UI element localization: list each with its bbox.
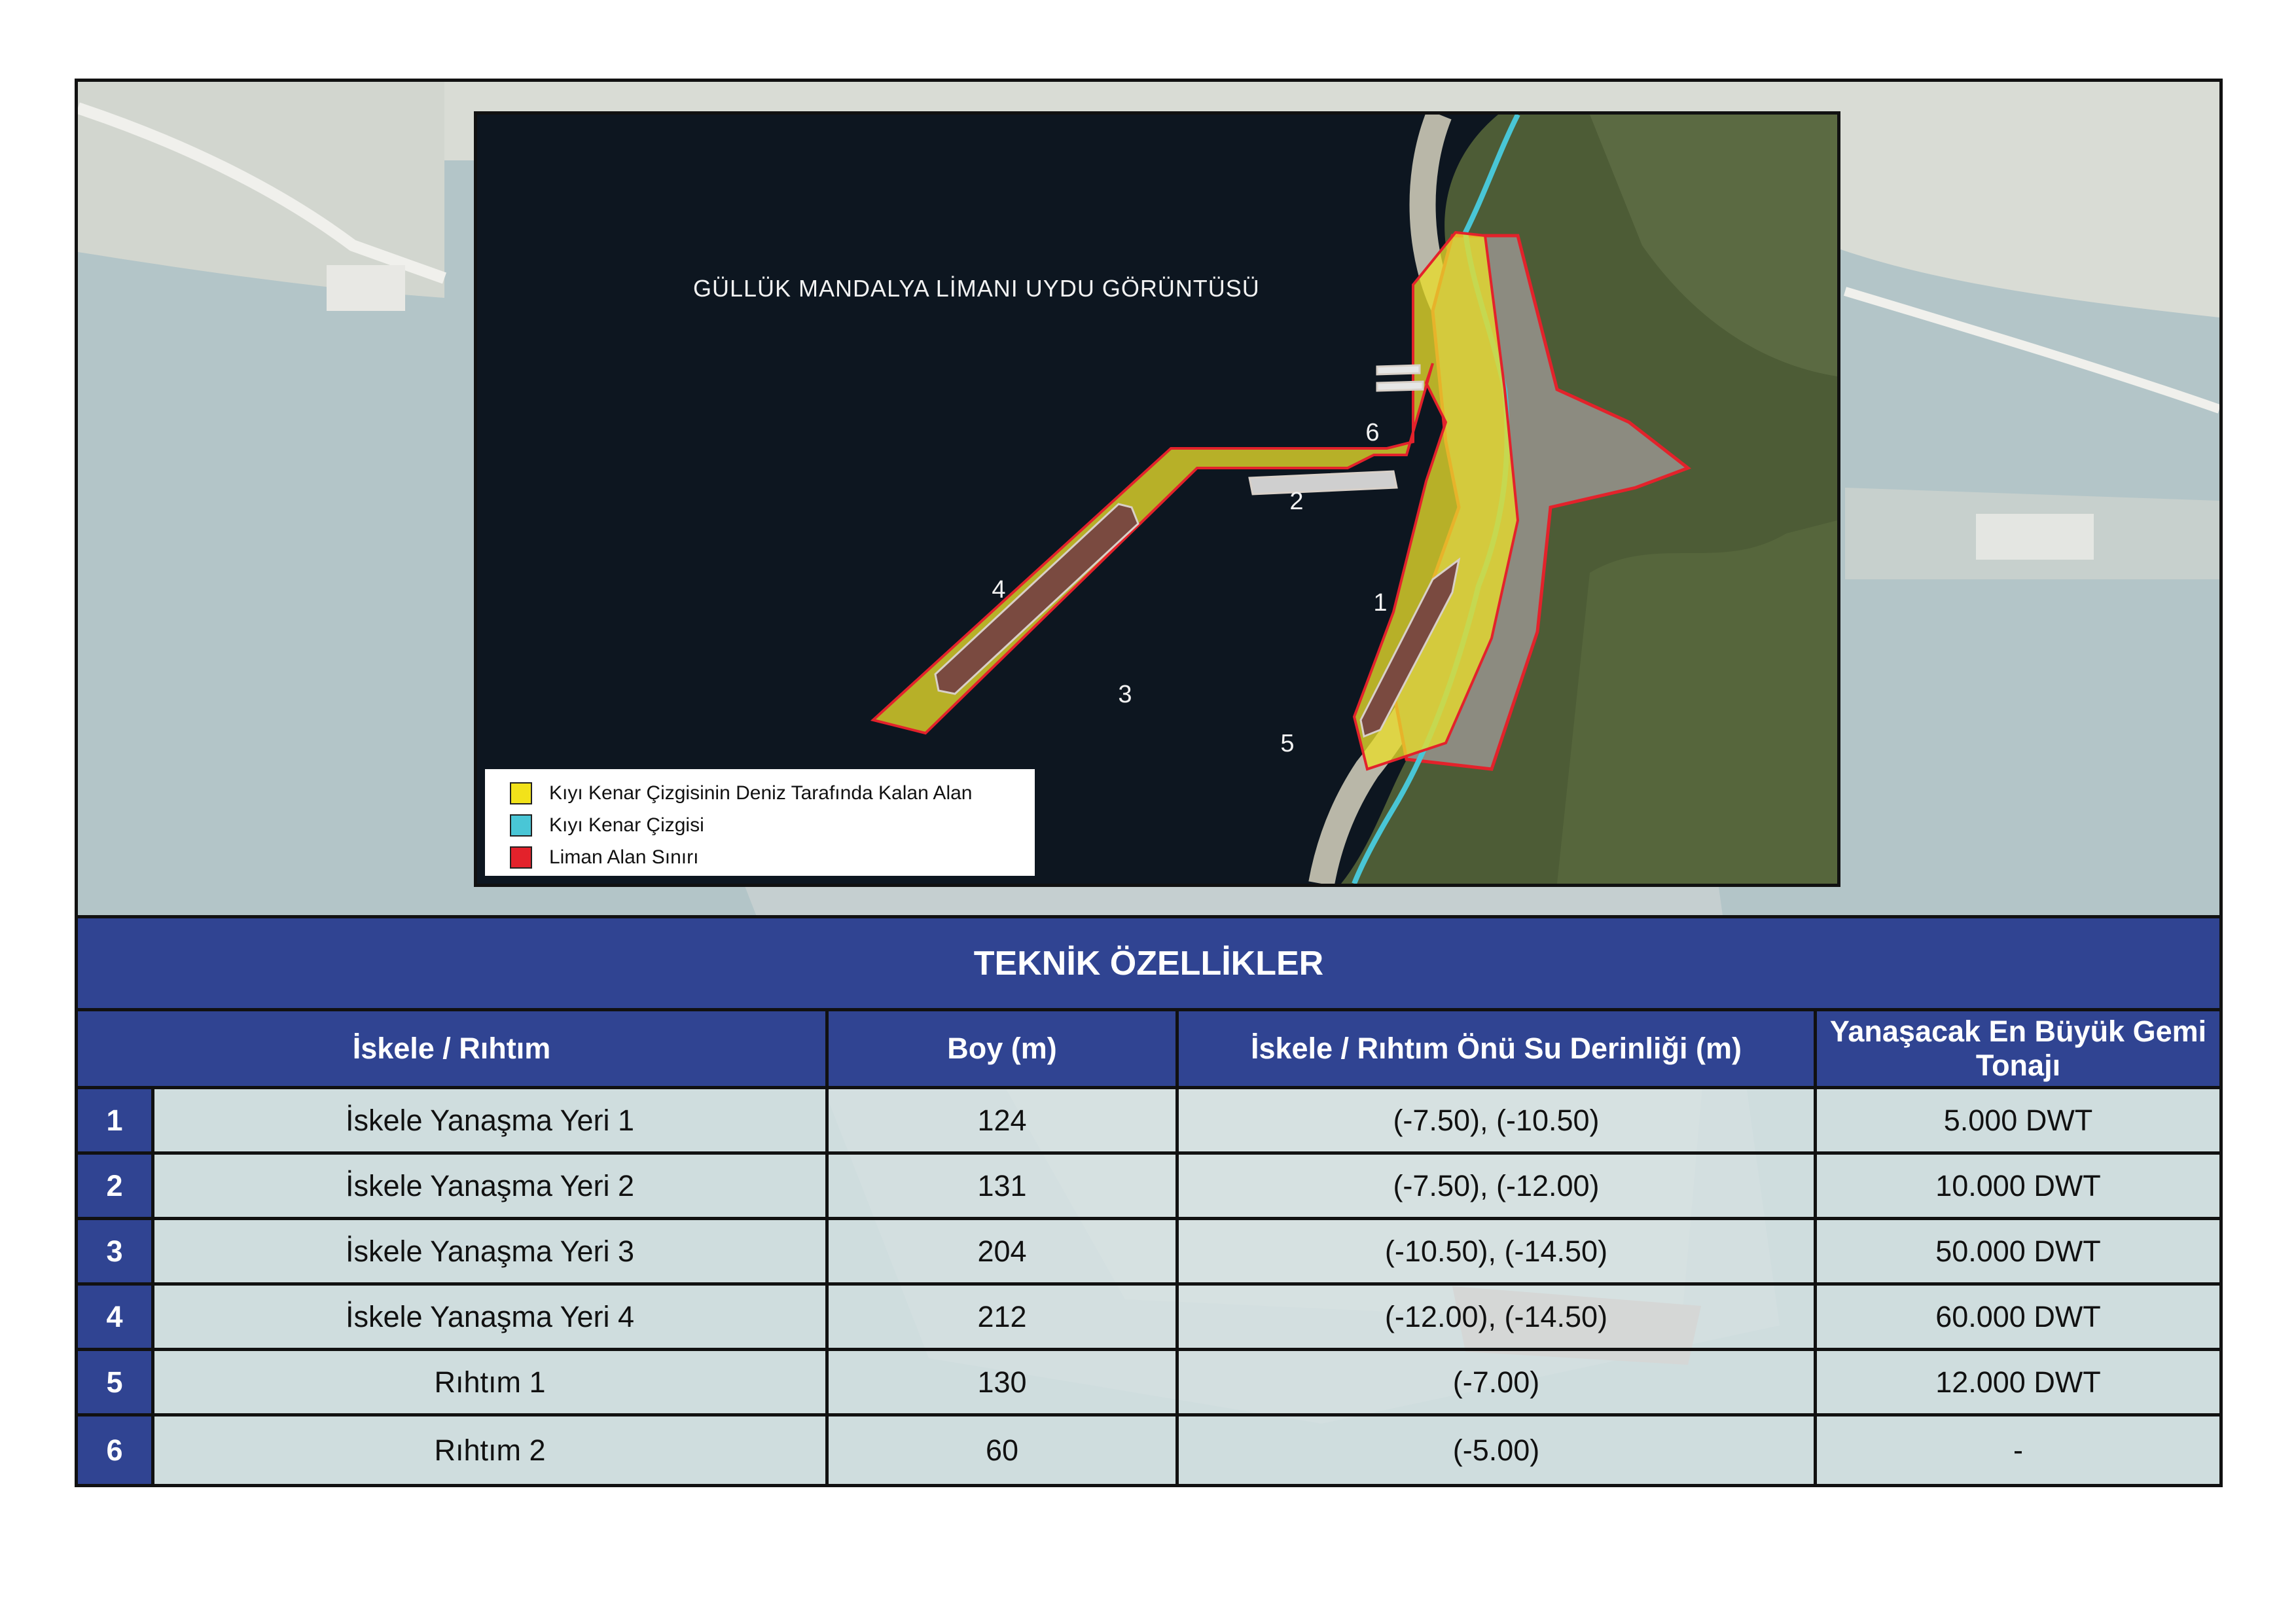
table-row (78, 1351, 2219, 1416)
map-title: GÜLLÜK MANDALYA LİMANI UYDU GÖRÜNTÜSÜ (693, 275, 1260, 302)
header-tonnage: Yanaşacak En Büyük Gemi Tonajı (1817, 1011, 2219, 1089)
row-berth-name: Rıhtım 1 (154, 1351, 829, 1416)
row-depth: (-7.00) (1179, 1351, 1817, 1416)
row-berth-name: İskele Yanaşma Yeri 3 (154, 1220, 829, 1286)
header-depth: İskele / Rıhtım Önü Su Derinliği (m) (1179, 1011, 1817, 1089)
berth-label-3: 3 (1118, 681, 1132, 708)
legend-swatch-cyan (510, 814, 532, 837)
page-frame (75, 79, 2223, 1487)
table-title: TEKNİK ÖZELLİKLER (78, 915, 2219, 1011)
table-header-row (78, 1011, 2219, 1089)
row-depth: (-12.00), (-14.50) (1179, 1286, 1817, 1351)
row-tonnage: - (1817, 1416, 2219, 1484)
row-berth-name: İskele Yanaşma Yeri 2 (154, 1155, 829, 1220)
berth-label-5: 5 (1280, 730, 1295, 757)
row-tonnage: 60.000 DWT (1817, 1286, 2219, 1351)
table-row (78, 1286, 2219, 1351)
row-length: 124 (829, 1089, 1179, 1155)
map-legend (485, 769, 1035, 876)
row-tonnage: 10.000 DWT (1817, 1155, 2219, 1220)
row-depth: (-10.50), (-14.50) (1179, 1220, 1817, 1286)
legend-swatch-red (510, 846, 532, 869)
row-depth: (-5.00) (1179, 1416, 1817, 1484)
row-number: 2 (78, 1155, 154, 1220)
table-row (78, 1220, 2219, 1286)
berth-label-2: 2 (1289, 488, 1304, 515)
row-number: 3 (78, 1220, 154, 1286)
row-length: 60 (829, 1416, 1179, 1484)
table-row (78, 1089, 2219, 1155)
port-satellite-map (477, 115, 1837, 884)
header-berth: İskele / Rıhtım (78, 1011, 829, 1089)
row-number: 6 (78, 1416, 154, 1484)
row-tonnage: 5.000 DWT (1817, 1089, 2219, 1155)
berth-label-1: 1 (1373, 589, 1388, 617)
row-length: 204 (829, 1220, 1179, 1286)
legend-item-sea-side-area (510, 777, 1035, 809)
row-berth-name: İskele Yanaşma Yeri 1 (154, 1089, 829, 1155)
row-tonnage: 50.000 DWT (1817, 1220, 2219, 1286)
row-length: 131 (829, 1155, 1179, 1220)
row-number: 5 (78, 1351, 154, 1416)
row-number: 4 (78, 1286, 154, 1351)
legend-item-port-boundary (510, 841, 1035, 873)
row-number: 1 (78, 1089, 154, 1155)
legend-item-coastline (510, 809, 1035, 841)
legend-swatch-yellow (510, 782, 532, 804)
table-row (78, 1155, 2219, 1220)
row-berth-name: Rıhtım 2 (154, 1416, 829, 1484)
legend-label: Kıyı Kenar Çizgisinin Deniz Tarafında Kalan Alan (549, 782, 973, 804)
row-length: 212 (829, 1286, 1179, 1351)
row-depth: (-7.50), (-12.00) (1179, 1155, 1817, 1220)
row-length: 130 (829, 1351, 1179, 1416)
legend-label: Kıyı Kenar Çizgisi (549, 814, 704, 836)
header-length: Boy (m) (829, 1011, 1179, 1089)
row-tonnage: 12.000 DWT (1817, 1351, 2219, 1416)
berth-label-4: 4 (992, 576, 1006, 604)
technical-specs-table (78, 915, 2219, 1484)
row-berth-name: İskele Yanaşma Yeri 4 (154, 1286, 829, 1351)
legend-label: Liman Alan Sınırı (549, 846, 699, 868)
berth-label-6: 6 (1365, 419, 1380, 446)
table-row (78, 1416, 2219, 1484)
satellite-image-panel (474, 111, 1840, 887)
row-depth: (-7.50), (-10.50) (1179, 1089, 1817, 1155)
